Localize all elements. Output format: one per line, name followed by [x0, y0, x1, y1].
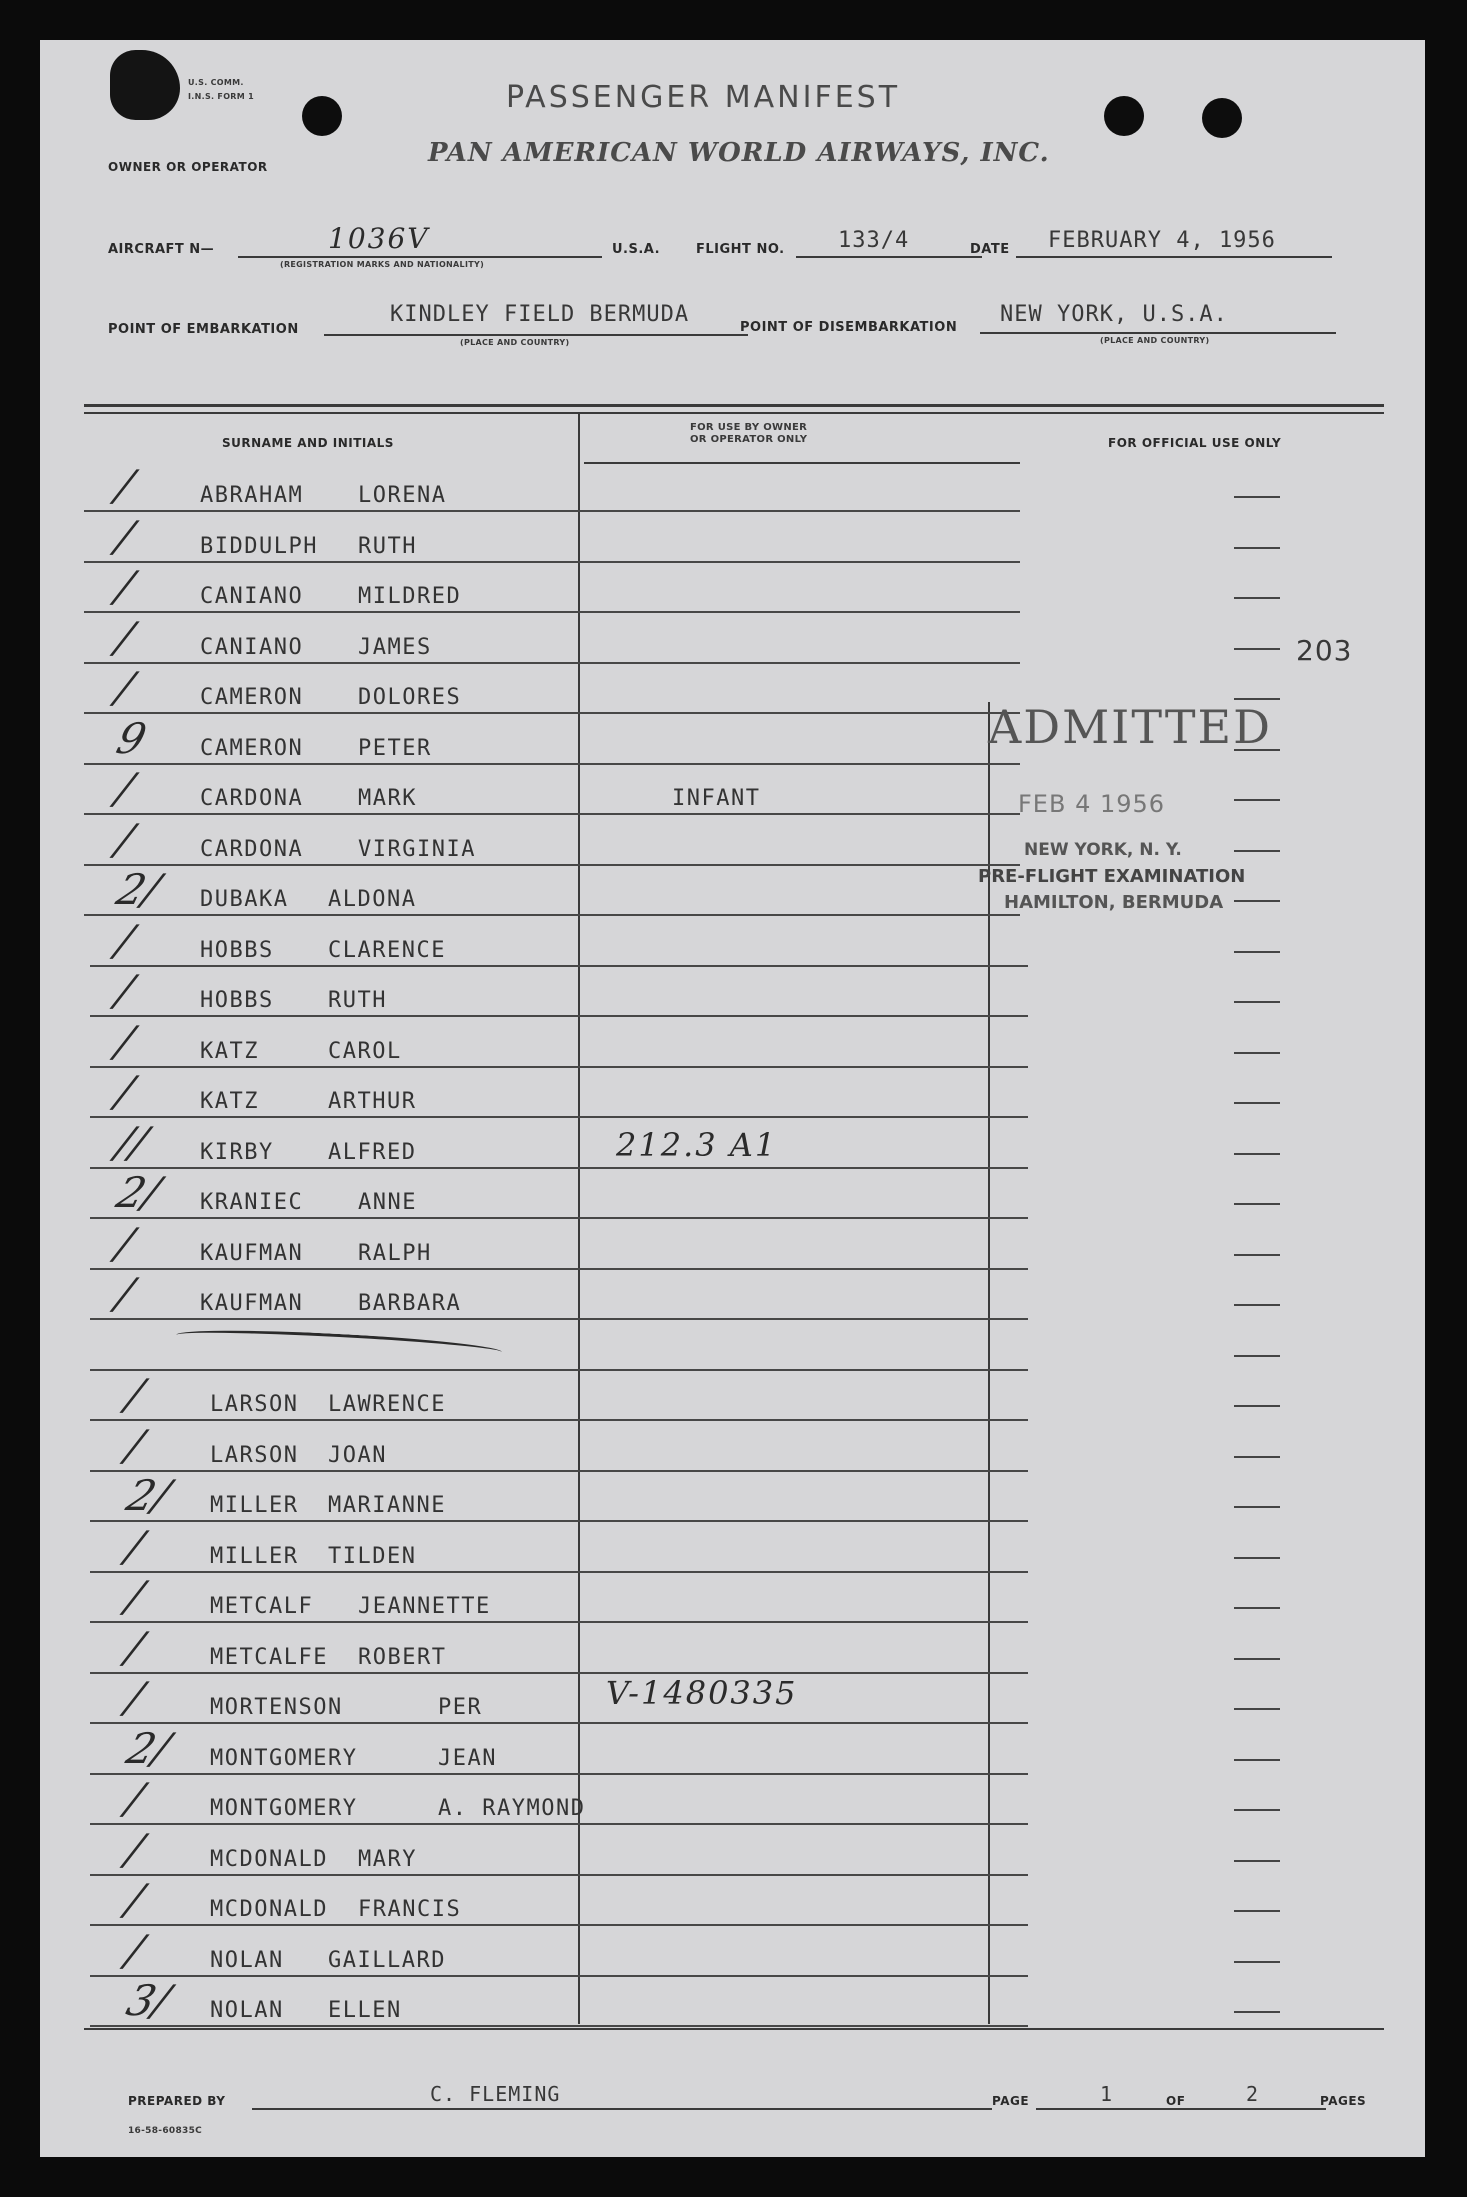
table-row [40, 1370, 1425, 1421]
row-rule [90, 1823, 1028, 1825]
table-row [40, 562, 1425, 613]
stamp-line-3: HAMILTON, BERMUDA [1004, 892, 1224, 913]
official-use-blank [1234, 1658, 1280, 1660]
table-row [40, 1572, 1425, 1623]
passenger-surname: KIRBY [200, 1139, 274, 1165]
official-use-blank [1234, 1708, 1280, 1710]
official-use-blank [1234, 1052, 1280, 1054]
passenger-given-name: JOAN [328, 1442, 387, 1468]
passenger-given-name: VIRGINIA [358, 836, 476, 862]
table-row [40, 1218, 1425, 1270]
check-mark: / [116, 1370, 154, 1419]
passenger-surname: METCALF [210, 1594, 314, 1619]
row-rule [90, 2025, 1028, 2027]
official-use-blank [1234, 1355, 1280, 1357]
passenger-given-name: LAWRENCE [328, 1392, 446, 1417]
passenger-given-name: ALFRED [328, 1139, 417, 1165]
check-mark: 2/ [116, 1471, 181, 1520]
table-row [40, 814, 1425, 866]
table-row [40, 612, 1425, 664]
embark-underline [324, 334, 748, 336]
row-rule [90, 965, 1028, 967]
table-row [40, 511, 1425, 563]
passenger-surname: KRANIEC [200, 1190, 304, 1215]
table-row [40, 1622, 1425, 1674]
passenger-surname: HOBBS [200, 937, 274, 963]
operator-note: INFANT [672, 786, 761, 811]
passenger-surname: KATZ [200, 1038, 259, 1064]
check-mark: 9 [106, 713, 157, 763]
row-rule [90, 1369, 1028, 1371]
row-rule [90, 1571, 1028, 1573]
punch-hole [302, 96, 342, 136]
column-header-official: FOR OFFICIAL USE ONLY [1108, 436, 1282, 450]
passenger-given-name: RUTH [328, 988, 387, 1013]
check-mark: / [106, 764, 144, 813]
handwritten-note-mortenson: V-1480335 [606, 1674, 798, 1712]
row-rule [90, 1672, 1028, 1674]
passenger-given-name: FRANCIS [358, 1897, 462, 1922]
official-use-blank [1234, 850, 1280, 852]
check-mark: / [106, 814, 144, 864]
passenger-surname: MONTGOMERY [210, 1796, 358, 1821]
row-rule [90, 1722, 1028, 1724]
row-rule [84, 662, 1020, 664]
table-row [40, 1168, 1425, 1219]
column-header-owner-1: FOR USE BY OWNER [690, 422, 808, 433]
passenger-given-name: ARTHUR [328, 1089, 417, 1114]
official-use-blank [1234, 799, 1280, 801]
row-rule [90, 1015, 1028, 1017]
passenger-surname: MORTENSON [210, 1695, 343, 1720]
passenger-surname: CANIANO [200, 584, 304, 609]
check-mark: 2/ [106, 1168, 171, 1217]
company-name: PAN AMERICAN WORLD AIRWAYS, INC. [428, 138, 1050, 168]
table-top-rule-2 [84, 412, 1384, 414]
passenger-surname: BIDDULPH [200, 533, 318, 559]
check-mark: // [106, 1117, 158, 1167]
passenger-given-name: JAMES [358, 634, 432, 660]
table-row [40, 1976, 1425, 2027]
official-use-blank [1234, 1153, 1280, 1155]
check-mark: / [116, 1824, 154, 1874]
of-label: OF [1166, 2094, 1186, 2108]
stamp-word: ADMITTED [987, 700, 1273, 754]
official-use-blank [1234, 1203, 1280, 1205]
passenger-given-name: TILDEN [328, 1543, 417, 1569]
stamp-date: FEB 4 1956 [1018, 790, 1166, 818]
registration-caption: (REGISTRATION MARKS AND NATIONALITY) [280, 260, 485, 269]
check-mark: / [116, 1572, 154, 1621]
official-use-blank [1234, 648, 1280, 650]
of-underline [1196, 2108, 1326, 2110]
passenger-given-name: RUTH [358, 533, 417, 559]
check-mark: / [106, 1067, 144, 1116]
document-title: PASSENGER MANIFEST [506, 80, 901, 115]
prepared-label: PREPARED BY [128, 2094, 226, 2108]
check-mark: 2/ [116, 1723, 181, 1773]
table-row [40, 1471, 1425, 1522]
table-bottom-rule [84, 2028, 1384, 2030]
row-rule [90, 1773, 1028, 1775]
table-row [40, 1521, 1425, 1573]
passenger-surname: LARSON [210, 1442, 299, 1468]
passenger-surname: KAUFMAN [200, 1240, 304, 1266]
row-rule [90, 1621, 1028, 1623]
check-mark: / [116, 1875, 154, 1924]
row-rule [90, 1419, 1028, 1421]
check-mark: / [106, 1269, 144, 1318]
official-use-blank [1234, 1102, 1280, 1104]
column-header-owner-2: OR OPERATOR ONLY [690, 434, 808, 445]
passenger-given-name: ALDONA [328, 887, 417, 912]
official-use-blank [1234, 900, 1280, 902]
admitted-stamp [940, 700, 1340, 754]
usa-label: U.S.A. [612, 242, 661, 257]
row-rule [84, 712, 1020, 714]
torn-corner [110, 50, 180, 120]
passenger-surname: MILLER [210, 1493, 299, 1518]
row-rule [84, 611, 1020, 613]
date-label: DATE [970, 242, 1010, 257]
flight-date: FEBRUARY 4, 1956 [1048, 228, 1276, 253]
passenger-given-name: ELLEN [328, 1998, 402, 2023]
punch-hole [1202, 98, 1242, 138]
official-use-blank [1234, 496, 1280, 498]
check-mark: / [106, 1016, 144, 1066]
passenger-surname: LARSON [210, 1392, 299, 1417]
passenger-surname: KAUFMAN [200, 1291, 304, 1316]
row-rule [90, 1470, 1028, 1472]
check-mark: / [106, 663, 144, 712]
row-rule [84, 914, 1020, 916]
row-rule [84, 510, 1020, 512]
owner-label: OWNER OR OPERATOR [108, 160, 268, 174]
official-use-blank [1234, 597, 1280, 599]
row-rule [90, 1066, 1028, 1068]
passenger-given-name: BARBARA [358, 1291, 462, 1316]
table-row [40, 915, 1425, 967]
passenger-surname: NOLAN [210, 1998, 284, 2023]
official-use-blank [1234, 1456, 1280, 1458]
prepared-underline [252, 2108, 992, 2110]
row-rule [90, 1520, 1028, 1522]
row-rule [90, 1318, 1028, 1320]
flight-number: 133/4 [838, 228, 910, 253]
passenger-given-name: PER [438, 1695, 483, 1720]
passenger-given-name: ANNE [358, 1190, 417, 1215]
passenger-given-name: PETER [358, 735, 432, 761]
table-row [40, 966, 1425, 1017]
table-row [40, 1774, 1425, 1825]
disembark-underline [980, 332, 1336, 334]
check-mark: / [106, 511, 144, 561]
row-rule [84, 864, 1020, 866]
row-rule [90, 1116, 1028, 1118]
official-use-blank [1234, 1405, 1280, 1407]
row-rule [90, 1874, 1028, 1876]
passenger-given-name: JEANNETTE [358, 1594, 491, 1619]
official-use-blank [1234, 1001, 1280, 1003]
row-rule [90, 1975, 1028, 1977]
table-row [40, 461, 1425, 512]
passenger-surname: DUBAKA [200, 887, 289, 912]
official-use-blank [1234, 547, 1280, 549]
official-use-blank [1234, 1809, 1280, 1811]
passenger-given-name: A. RAYMOND [438, 1796, 586, 1821]
form-corner-text-2: I.N.S. FORM 1 [188, 92, 254, 101]
table-row [40, 1269, 1425, 1320]
passenger-given-name: MARY [358, 1846, 417, 1872]
passenger-surname: CARDONA [200, 836, 304, 862]
row-rule [90, 1167, 1028, 1169]
passenger-given-name: CLARENCE [328, 937, 446, 963]
check-mark: / [106, 612, 144, 662]
passenger-surname: MILLER [210, 1543, 299, 1569]
passenger-given-name: GAILLARD [328, 1947, 446, 1973]
passenger-given-name: MARIANNE [328, 1493, 446, 1518]
official-use-blank [1234, 1910, 1280, 1912]
table-row [40, 1420, 1425, 1472]
passenger-surname: MCDONALD [210, 1897, 328, 1922]
stamp-line-2: PRE-FLIGHT EXAMINATION [978, 866, 1246, 887]
row-rule [90, 1924, 1028, 1926]
passenger-surname: ABRAHAM [200, 483, 304, 508]
official-use-blank [1234, 1557, 1280, 1559]
embark-caption: (PLACE AND COUNTRY) [460, 338, 570, 347]
official-count: 203 [1296, 634, 1353, 667]
aircraft-registration: 1036V [328, 222, 430, 255]
row-rule [84, 561, 1020, 563]
table-row [40, 1824, 1425, 1876]
column-header-surname: SURNAME AND INITIALS [222, 436, 394, 450]
row-rule [84, 763, 1020, 765]
check-mark: / [116, 1420, 154, 1470]
passenger-surname: CARDONA [200, 786, 304, 811]
official-use-blank [1234, 1254, 1280, 1256]
prepared-by: C. FLEMING [430, 2082, 561, 2106]
aircraft-underline [238, 256, 602, 258]
check-mark: / [116, 1925, 154, 1975]
passenger-given-name: MILDRED [358, 584, 462, 609]
official-use-blank [1234, 1506, 1280, 1508]
official-use-blank [1234, 1860, 1280, 1862]
passenger-given-name: CAROL [328, 1038, 402, 1064]
disembark-place: NEW YORK, U.S.A. [1000, 302, 1228, 327]
check-mark: / [106, 915, 144, 965]
handwritten-note-kirby: 212.3 A1 [616, 1126, 778, 1164]
check-mark: / [106, 461, 144, 510]
passenger-surname: CAMERON [200, 685, 304, 710]
page-underline [1036, 2108, 1196, 2110]
stamp-line-1: NEW YORK, N. Y. [1024, 840, 1182, 860]
manifest-sheet [40, 40, 1425, 2157]
page-total: 2 [1246, 2082, 1260, 2106]
official-use-blank [1234, 2011, 1280, 2013]
embark-place: KINDLEY FIELD BERMUDA [390, 302, 690, 327]
aircraft-label: AIRCRAFT N— [108, 242, 215, 257]
table-row [40, 1723, 1425, 1775]
official-use-blank [1234, 1759, 1280, 1761]
passenger-given-name: RALPH [358, 1240, 432, 1266]
disembark-caption: (PLACE AND COUNTRY) [1100, 336, 1210, 345]
punch-hole [1104, 96, 1144, 136]
disembark-label: POINT OF DISEMBARKATION [740, 320, 958, 335]
check-mark: 3/ [116, 1976, 181, 2025]
table-row [40, 764, 1425, 815]
form-number: 16-58-60835C [128, 2126, 203, 2136]
passenger-given-name: JEAN [438, 1745, 497, 1771]
table-row [40, 1875, 1425, 1926]
check-mark: 2/ [106, 865, 171, 914]
passenger-surname: CAMERON [200, 735, 304, 761]
official-use-blank [1234, 1961, 1280, 1963]
row-rule [84, 813, 1020, 815]
passenger-given-name: DOLORES [358, 685, 462, 710]
flight-underline [796, 256, 982, 258]
form-corner-text-1: U.S. COMM. [188, 78, 244, 87]
page-label: PAGE [992, 2094, 1030, 2108]
table-row [40, 1016, 1425, 1068]
flight-label: FLIGHT NO. [696, 242, 785, 257]
check-mark: / [106, 1218, 144, 1268]
passenger-surname: HOBBS [200, 988, 274, 1013]
check-mark: / [116, 1622, 154, 1672]
official-use-blank [1234, 1304, 1280, 1306]
check-mark: / [106, 562, 144, 611]
passenger-surname: MONTGOMERY [210, 1745, 358, 1771]
check-mark: / [116, 1521, 154, 1571]
passenger-given-name: ROBERT [358, 1644, 447, 1670]
passenger-surname: METCALFE [210, 1644, 328, 1670]
check-mark: / [116, 1673, 154, 1722]
date-underline [1016, 256, 1332, 258]
passenger-given-name: LORENA [358, 483, 447, 508]
passenger-surname: KATZ [200, 1089, 259, 1114]
passenger-surname: CANIANO [200, 634, 304, 660]
table-row [40, 1067, 1425, 1118]
check-mark: / [116, 1774, 154, 1823]
embark-label: POINT OF EMBARKATION [108, 322, 299, 337]
passenger-surname: MCDONALD [210, 1846, 328, 1872]
passenger-surname: NOLAN [210, 1947, 284, 1973]
row-rule [90, 1268, 1028, 1270]
official-use-blank [1234, 951, 1280, 953]
official-use-blank [1234, 1607, 1280, 1609]
table-top-rule [84, 404, 1384, 407]
row-rule [90, 1217, 1028, 1219]
page-number: 1 [1100, 2082, 1114, 2106]
check-mark: / [106, 966, 144, 1015]
table-row [40, 1925, 1425, 1977]
pages-label: PAGES [1320, 2094, 1367, 2108]
passenger-given-name: MARK [358, 786, 417, 811]
